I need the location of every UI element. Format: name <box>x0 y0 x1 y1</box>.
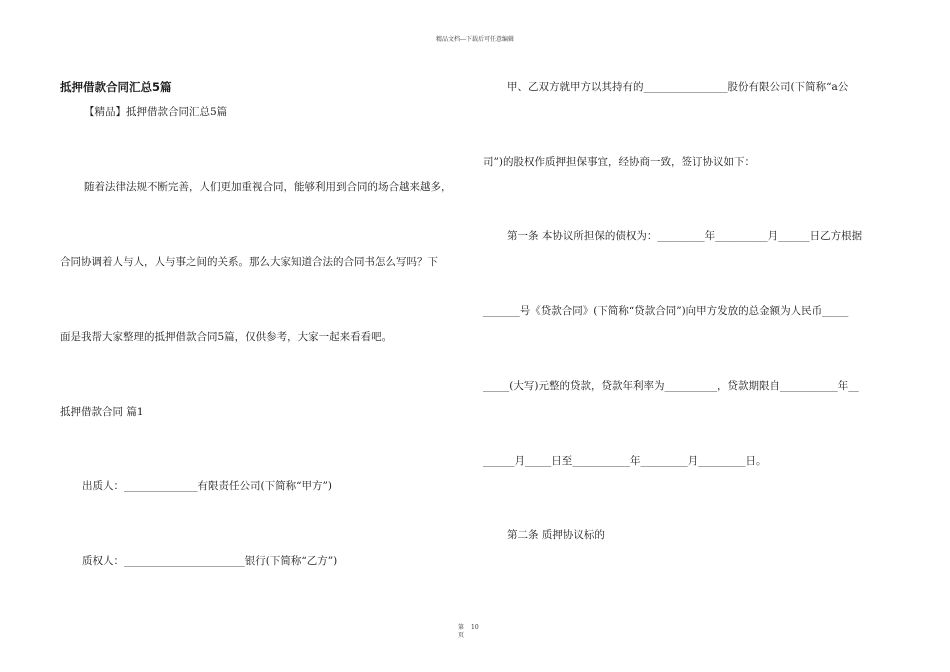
article-1-line-3: _____(大写)元整的贷款，贷款年利率为__________，贷款期限自___________年__ <box>483 380 859 392</box>
intro-paragraph-line-2: 合同协调着人与人，人与事之间的关系。那么大家知道合法的合同书怎么写吗？下 <box>60 256 438 268</box>
document-title: 抵押借款合同汇总5篇 <box>60 80 172 94</box>
page-header: 精品文档---下载后可任意编辑 <box>435 36 515 43</box>
document-subtitle: 【精品】抵押借款合同汇总5篇 <box>84 106 228 118</box>
pledgee-line: 质权人：_______________________银行(下简称“乙方”) <box>82 555 338 567</box>
section-heading: 抵押借款合同 篇1 <box>60 406 144 418</box>
intro-paragraph-line-3: 面是我帮大家整理的抵押借款合同5篇，仅供参考，大家一起来看看吧。 <box>60 331 393 343</box>
article-1-line-4: ______月_____日至___________年_________月_________日。 <box>483 455 767 467</box>
article-1-line-1: 第一条 本协议所担保的债权为：_________年__________月______日乙方根据 <box>507 230 863 242</box>
page-footer <box>458 624 479 640</box>
agreement-line-2: 司”)的股权作质押担保事宜，经协商一致，签订协议如下： <box>483 156 755 168</box>
article-2-heading: 第二条 质押协议标的 <box>507 529 605 541</box>
pledgor-line: 出质人：______________有限责任公司(下简称“甲方”) <box>82 480 332 492</box>
page-label: 第 页 <box>458 624 465 639</box>
page-number: 10 <box>471 624 479 631</box>
article-1-line-2: _______号《贷款合同》(下简称“贷款合同”)向甲方发放的总金额为人民币_____ <box>483 305 849 317</box>
intro-paragraph-line-1: 随着法律法规不断完善，人们更加重视合同，能够利用到合同的场合越来越多， <box>84 181 452 193</box>
agreement-line-1: 甲、乙双方就甲方以其持有的________________股份有限公司(下简称“a公 <box>507 81 849 93</box>
